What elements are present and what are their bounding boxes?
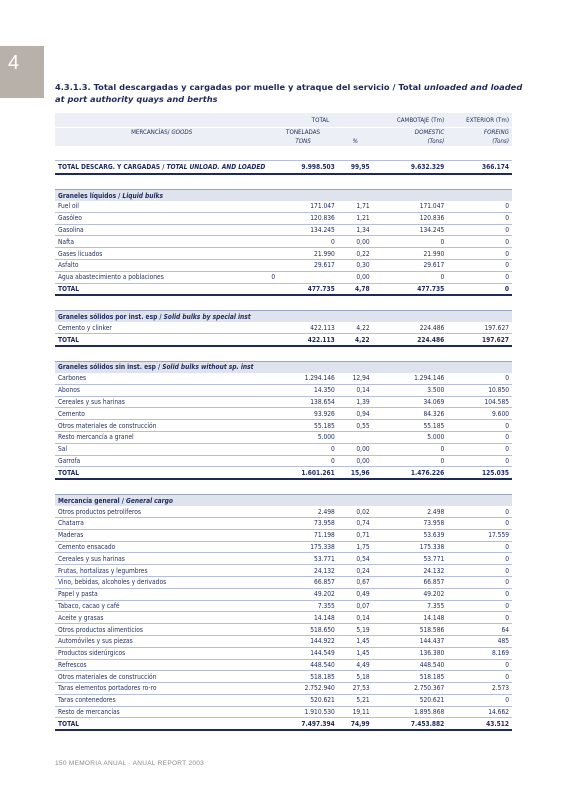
row-tons: 49.202 xyxy=(268,588,337,600)
row-tons: 0 xyxy=(268,443,337,455)
row-domestic: 53.771 xyxy=(373,553,448,565)
row-domestic: 3.500 xyxy=(373,384,448,396)
spacer-row xyxy=(55,295,512,311)
row-exterior: 0 xyxy=(447,373,512,384)
row-pct: 4,49 xyxy=(338,659,373,671)
row-tons: 29.617 xyxy=(268,259,337,271)
row-tons: 93.926 xyxy=(268,408,337,420)
row-domestic: 53.639 xyxy=(373,529,448,541)
section-total-row xyxy=(55,283,512,295)
table-row xyxy=(55,224,512,236)
table-row xyxy=(55,443,512,455)
section-title-es: Graneles sólidos por inst. esp / xyxy=(58,312,164,321)
row-domestic: 1.895.868 xyxy=(373,706,448,718)
row-name: Productos siderúrgicos xyxy=(55,647,268,659)
total-tons: 422.113 xyxy=(268,334,337,346)
row-tons: 73.958 xyxy=(268,517,337,529)
header-exterior: EXTERIOR (Tm) xyxy=(447,113,512,128)
row-domestic: 144.437 xyxy=(373,635,448,647)
row-name: Agua abastecimiento a poblaciones xyxy=(55,271,268,283)
row-pct: 0,00 xyxy=(338,236,373,248)
header-blank-2 xyxy=(55,137,268,146)
table-row xyxy=(55,565,512,577)
header-mercancias xyxy=(55,128,268,138)
grand-total-exterior: 366.174 xyxy=(447,161,512,175)
table-row xyxy=(55,659,512,671)
row-exterior: 10.850 xyxy=(447,384,512,396)
row-domestic: 120.836 xyxy=(373,212,448,224)
header-mercancias-es: MERCANCÍAS/ xyxy=(131,129,172,136)
table-row xyxy=(55,396,512,408)
section-title-en: Solid bulks by special inst xyxy=(163,312,251,321)
total-domestic: 477.735 xyxy=(373,283,448,295)
row-name: Automóviles y sus piezas xyxy=(55,635,268,647)
row-pct: 1,45 xyxy=(338,647,373,659)
row-pct: 12,94 xyxy=(338,373,373,384)
row-pct: 1,71 xyxy=(338,201,373,212)
row-pct: 0,55 xyxy=(338,420,373,432)
row-name: Otros materiales de construcción xyxy=(55,420,268,432)
row-domestic: 14.148 xyxy=(373,612,448,624)
row-pct: 1,45 xyxy=(338,635,373,647)
row-pct: 0,49 xyxy=(338,588,373,600)
row-exterior: 64 xyxy=(447,624,512,636)
grand-total-pct: 99,95 xyxy=(338,161,373,175)
row-pct: 0,00 xyxy=(338,443,373,455)
row-domestic: 224.486 xyxy=(373,322,448,333)
section-total-row xyxy=(55,334,512,346)
title-english: unloaded and loaded at port authority quays and berths xyxy=(55,82,523,104)
table-row xyxy=(55,529,512,541)
row-exterior: 0 xyxy=(447,224,512,236)
total-pct: 15,96 xyxy=(338,467,373,479)
row-pct: 1,34 xyxy=(338,224,373,236)
table-row xyxy=(55,408,512,420)
section-title-es: Graneles sólidos sin inst. esp / xyxy=(58,363,163,372)
row-name: Gases licuados xyxy=(55,248,268,260)
table-row xyxy=(55,259,512,271)
row-pct: 4,22 xyxy=(338,322,373,333)
row-domestic: 66.857 xyxy=(373,576,448,588)
section-header-row xyxy=(55,495,512,507)
row-domestic: 21.990 xyxy=(373,248,448,260)
row-pct: 5,18 xyxy=(338,671,373,683)
row-pct: 0,71 xyxy=(338,529,373,541)
row-tons: 7.355 xyxy=(268,600,337,612)
row-name: Chatarra xyxy=(55,517,268,529)
row-pct: 5,21 xyxy=(338,694,373,706)
row-exterior: 9.600 xyxy=(447,408,512,420)
total-label: TOTAL xyxy=(55,718,268,730)
row-exterior: 485 xyxy=(447,635,512,647)
row-domestic: 7.355 xyxy=(373,600,448,612)
header-tons-foreing: (Tons) xyxy=(447,137,512,146)
row-pct: 0,00 xyxy=(338,271,373,283)
row-exterior: 0 xyxy=(447,576,512,588)
header-cabotaje: CAMBOTAJE (Tm) xyxy=(373,113,448,128)
total-domestic: 224.486 xyxy=(373,334,448,346)
section-title-en: Liquid bulks xyxy=(122,191,164,200)
row-tons: 2.498 xyxy=(268,506,337,517)
row-tons: 0 xyxy=(268,271,337,283)
table-row xyxy=(55,647,512,659)
spacer-row xyxy=(55,346,512,362)
section-title-en: General cargo xyxy=(126,496,173,505)
total-label: TOTAL xyxy=(55,467,268,479)
row-name: Carbones xyxy=(55,373,268,384)
row-pct: 0,14 xyxy=(338,384,373,396)
row-name: Refrescos xyxy=(55,659,268,671)
table-row xyxy=(55,236,512,248)
row-exterior: 0 xyxy=(447,443,512,455)
row-domestic: 49.202 xyxy=(373,588,448,600)
row-exterior: 0 xyxy=(447,588,512,600)
row-pct xyxy=(338,431,373,443)
row-pct: 19,11 xyxy=(338,706,373,718)
table-row xyxy=(55,517,512,529)
total-tons: 7.497.394 xyxy=(268,718,337,730)
row-domestic: 171.047 xyxy=(373,201,448,212)
row-tons: 55.185 xyxy=(268,420,337,432)
section-total-row xyxy=(55,467,512,479)
row-tons: 24.132 xyxy=(268,565,337,577)
row-tons: 520.621 xyxy=(268,694,337,706)
row-name: Cemento y clinker xyxy=(55,322,268,333)
row-pct: 5,19 xyxy=(338,624,373,636)
section-header-row xyxy=(55,361,512,373)
table-row xyxy=(55,635,512,647)
row-domestic: 5.000 xyxy=(373,431,448,443)
row-exterior: 0 xyxy=(447,431,512,443)
row-name: Otros productos alimenticios xyxy=(55,624,268,636)
row-pct: 0,67 xyxy=(338,576,373,588)
grand-total-label-es: TOTAL DESCARG. Y CARGADAS / xyxy=(58,163,167,171)
table-row xyxy=(55,420,512,432)
row-domestic: 1.294.146 xyxy=(373,373,448,384)
row-domestic: 0 xyxy=(373,271,448,283)
section-title xyxy=(55,361,512,373)
chapter-number: 4 xyxy=(8,52,20,74)
row-pct: 1,39 xyxy=(338,396,373,408)
row-tons: 422.113 xyxy=(268,322,337,333)
header-domestic: DOMESTIC xyxy=(373,128,448,138)
table-header xyxy=(55,113,512,146)
row-name: Vino, bebidas, alcoholes y derivados xyxy=(55,576,268,588)
row-exterior: 0 xyxy=(447,420,512,432)
row-name: Otros materiales de construcción xyxy=(55,671,268,683)
section-header-row xyxy=(55,190,512,202)
row-pct: 0,00 xyxy=(338,455,373,467)
total-pct: 4,22 xyxy=(338,334,373,346)
row-pct: 27,53 xyxy=(338,683,373,695)
row-tons: 1.910.530 xyxy=(268,706,337,718)
row-exterior: 0 xyxy=(447,694,512,706)
row-name: Aceite y grasas xyxy=(55,612,268,624)
section-title-es: Graneles líquidos / xyxy=(58,191,123,200)
row-domestic: 0 xyxy=(373,236,448,248)
header-tons-domestic: (Tons) xyxy=(373,137,448,146)
row-tons: 448.540 xyxy=(268,659,337,671)
row-name: Fuel oil xyxy=(55,201,268,212)
row-tons: 518.185 xyxy=(268,671,337,683)
row-pct: 0,94 xyxy=(338,408,373,420)
row-pct: 0,22 xyxy=(338,248,373,260)
row-exterior: 0 xyxy=(447,553,512,565)
row-pct: 0,30 xyxy=(338,259,373,271)
row-exterior: 0 xyxy=(447,517,512,529)
row-domestic: 0 xyxy=(373,443,448,455)
chapter-tab xyxy=(0,46,44,98)
row-name: Cereales y sus harinas xyxy=(55,553,268,565)
row-domestic: 520.621 xyxy=(373,694,448,706)
row-exterior: 0 xyxy=(447,506,512,517)
row-name: Resto mercancía a granel xyxy=(55,431,268,443)
row-tons: 175.338 xyxy=(268,541,337,553)
row-name: Otros productos petrolíferos xyxy=(55,506,268,517)
row-name: Frutas, hortalizas y legumbres xyxy=(55,565,268,577)
total-label: TOTAL xyxy=(55,334,268,346)
table-row xyxy=(55,706,512,718)
table-row xyxy=(55,506,512,517)
row-name: Cemento ensacado xyxy=(55,541,268,553)
total-tons: 1.601.261 xyxy=(268,467,337,479)
row-pct: 1,21 xyxy=(338,212,373,224)
row-name: Abonos xyxy=(55,384,268,396)
row-exterior: 0 xyxy=(447,212,512,224)
row-name: Taras contenedores xyxy=(55,694,268,706)
page-footer: 150 MEMORIA ANUAL · ANUAL REPORT 2003 xyxy=(55,760,205,767)
section-title xyxy=(55,190,512,202)
total-domestic: 7.453.882 xyxy=(373,718,448,730)
row-domestic: 448.540 xyxy=(373,659,448,671)
row-pct: 0,07 xyxy=(338,600,373,612)
table-row xyxy=(55,248,512,260)
header-total: TOTAL xyxy=(268,113,372,128)
header-tons: TONS xyxy=(268,137,337,146)
row-exterior: 0 xyxy=(447,612,512,624)
row-domestic: 175.338 xyxy=(373,541,448,553)
section-header-row xyxy=(55,311,512,323)
table-row xyxy=(55,201,512,212)
row-exterior: 8.169 xyxy=(447,647,512,659)
row-tons: 66.857 xyxy=(268,576,337,588)
row-exterior: 197.627 xyxy=(447,322,512,333)
header-pct: % xyxy=(338,137,373,146)
cargo-table xyxy=(55,113,512,731)
row-name: Sal xyxy=(55,443,268,455)
table-row xyxy=(55,553,512,565)
row-name: Asfalto xyxy=(55,259,268,271)
total-exterior: 125.035 xyxy=(447,467,512,479)
row-tons: 5.000 xyxy=(268,431,337,443)
grand-total-row xyxy=(55,161,512,175)
row-domestic: 2.750.367 xyxy=(373,683,448,695)
row-exterior: 14.662 xyxy=(447,706,512,718)
row-domestic: 518.185 xyxy=(373,671,448,683)
row-pct: 0,14 xyxy=(338,612,373,624)
row-tons: 138.654 xyxy=(268,396,337,408)
table-row xyxy=(55,541,512,553)
grand-total-label xyxy=(55,161,268,175)
table-row xyxy=(55,600,512,612)
row-domestic: 0 xyxy=(373,455,448,467)
row-tons: 14.148 xyxy=(268,612,337,624)
row-exterior: 0 xyxy=(447,659,512,671)
row-name: Nafta xyxy=(55,236,268,248)
table-row xyxy=(55,683,512,695)
row-tons: 1.294.146 xyxy=(268,373,337,384)
row-domestic: 518.586 xyxy=(373,624,448,636)
row-exterior: 0 xyxy=(447,565,512,577)
row-name: Taras elementos portadores ro-ro xyxy=(55,683,268,695)
row-domestic: 73.958 xyxy=(373,517,448,529)
row-pct: 0,02 xyxy=(338,506,373,517)
row-exterior: 0 xyxy=(447,541,512,553)
header-blank-pct xyxy=(338,128,373,138)
total-exterior: 43.512 xyxy=(447,718,512,730)
row-pct: 0,74 xyxy=(338,517,373,529)
row-name: Cemento xyxy=(55,408,268,420)
row-name: Maderas xyxy=(55,529,268,541)
table-row xyxy=(55,322,512,333)
row-tons: 120.836 xyxy=(268,212,337,224)
row-name: Garrofa xyxy=(55,455,268,467)
grand-total-domestic: 9.632.329 xyxy=(373,161,448,175)
row-tons: 14.350 xyxy=(268,384,337,396)
table-row xyxy=(55,212,512,224)
row-name: Cereales y sus harinas xyxy=(55,396,268,408)
row-domestic: 55.185 xyxy=(373,420,448,432)
row-tons: 518.650 xyxy=(268,624,337,636)
section-title-es: Mercancía general / xyxy=(58,496,126,505)
row-name: Tabaco, cacao y café xyxy=(55,600,268,612)
row-exterior: 0 xyxy=(447,271,512,283)
row-pct: 1,75 xyxy=(338,541,373,553)
row-tons: 71.198 xyxy=(268,529,337,541)
table-row xyxy=(55,694,512,706)
row-name: Gasolina xyxy=(55,224,268,236)
spacer-row xyxy=(55,479,512,495)
table-row xyxy=(55,373,512,384)
section-total-row xyxy=(55,718,512,730)
table-row xyxy=(55,624,512,636)
row-tons: 0 xyxy=(268,455,337,467)
row-name: Gasóleo xyxy=(55,212,268,224)
row-tons: 144.922 xyxy=(268,635,337,647)
title-spanish: 4.3.1.3. Total descargadas y cargadas por muelle y atraque del servicio / Total xyxy=(55,82,424,92)
row-pct: 0,24 xyxy=(338,565,373,577)
row-exterior: 0 xyxy=(447,236,512,248)
total-tons: 477.735 xyxy=(268,283,337,295)
header-blank xyxy=(55,113,268,128)
row-exterior: 0 xyxy=(447,201,512,212)
total-label: TOTAL xyxy=(55,283,268,295)
total-exterior: 0 xyxy=(447,283,512,295)
row-exterior: 17.559 xyxy=(447,529,512,541)
header-toneladas: TONELADAS xyxy=(268,128,337,138)
row-name: Resto de mercancías xyxy=(55,706,268,718)
table-row xyxy=(55,671,512,683)
row-name: Papel y pasta xyxy=(55,588,268,600)
row-tons: 2.752.940 xyxy=(268,683,337,695)
table-row xyxy=(55,384,512,396)
row-domestic: 34.069 xyxy=(373,396,448,408)
row-pct: 0,54 xyxy=(338,553,373,565)
grand-total-label-en: TOTAL UNLOAD. AND LOADED xyxy=(166,163,266,171)
row-exterior: 0 xyxy=(447,600,512,612)
table-body xyxy=(55,146,512,730)
section-title xyxy=(55,311,512,323)
row-tons: 134.245 xyxy=(268,224,337,236)
table-row xyxy=(55,576,512,588)
row-tons: 53.771 xyxy=(268,553,337,565)
row-domestic: 24.132 xyxy=(373,565,448,577)
row-domestic: 29.617 xyxy=(373,259,448,271)
row-exterior: 0 xyxy=(447,248,512,260)
table-row xyxy=(55,612,512,624)
total-pct: 4,78 xyxy=(338,283,373,295)
table-row xyxy=(55,455,512,467)
total-domestic: 1.476.226 xyxy=(373,467,448,479)
row-exterior: 0 xyxy=(447,259,512,271)
row-domestic: 134.245 xyxy=(373,224,448,236)
row-domestic: 2.498 xyxy=(373,506,448,517)
header-goods: GOODS xyxy=(171,129,193,136)
total-exterior: 197.627 xyxy=(447,334,512,346)
total-pct: 74,99 xyxy=(338,718,373,730)
row-tons: 21.990 xyxy=(268,248,337,260)
table-row xyxy=(55,588,512,600)
row-exterior: 2.573 xyxy=(447,683,512,695)
row-domestic: 84.326 xyxy=(373,408,448,420)
table-row xyxy=(55,431,512,443)
row-tons: 0 xyxy=(268,236,337,248)
row-tons: 144.549 xyxy=(268,647,337,659)
grand-total-tons: 9.998.503 xyxy=(268,161,337,175)
row-exterior: 0 xyxy=(447,671,512,683)
section-title xyxy=(55,495,512,507)
row-exterior: 104.585 xyxy=(447,396,512,408)
spacer-row xyxy=(55,146,512,161)
row-tons: 171.047 xyxy=(268,201,337,212)
table-title xyxy=(55,81,523,105)
section-title-en: Solid bulks without sp. inst xyxy=(162,363,254,372)
row-exterior: 0 xyxy=(447,455,512,467)
spacer-row xyxy=(55,174,512,190)
row-domestic: 136.380 xyxy=(373,647,448,659)
table-row xyxy=(55,271,512,283)
header-foreing: FOREING xyxy=(447,128,512,138)
